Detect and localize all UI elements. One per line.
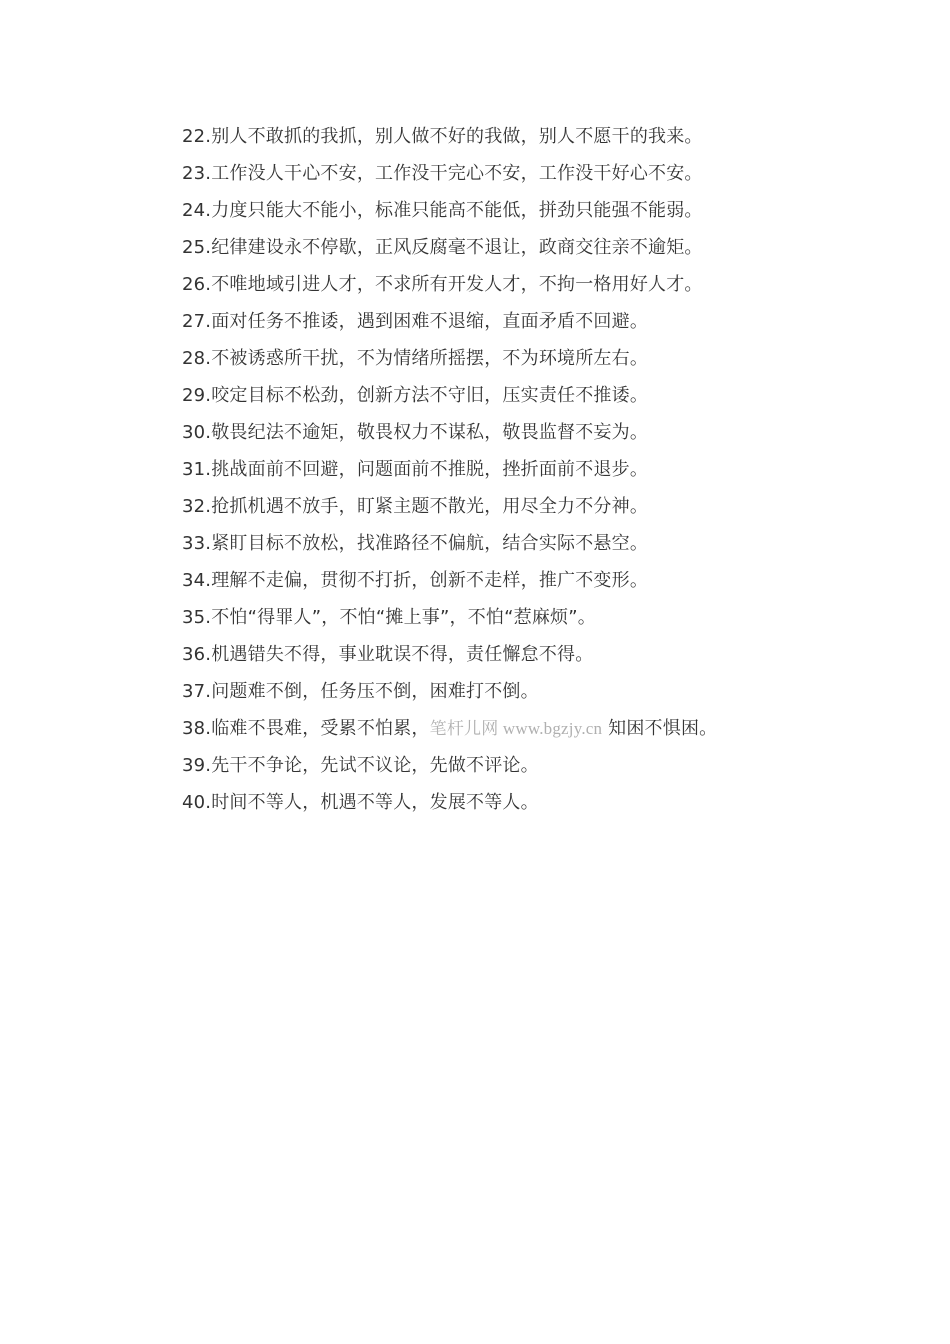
list-item: 39.先干不争论，先试不议论，先做不评论。 bbox=[182, 755, 539, 776]
list-item: 24.力度只能大不能小，标准只能高不能低，拼劲只能强不能弱。 bbox=[182, 200, 703, 221]
list-item: 37.问题难不倒，任务压不倒，困难打不倒。 bbox=[182, 681, 539, 702]
list-item: 31.挑战面前不回避，问题面前不推脱，挫折面前不退步。 bbox=[182, 459, 649, 480]
list-item: 23.工作没人干心不安，工作没干完心不安，工作没干好心不安。 bbox=[182, 163, 703, 184]
list-item-38 bbox=[182, 715, 922, 752]
list-item: 40.时间不等人，机遇不等人，发展不等人。 bbox=[182, 792, 539, 813]
list-item: 27.面对任务不推诿，遇到困难不退缩，直面矛盾不回避。 bbox=[182, 311, 649, 332]
list-item: 30.敬畏纪法不逾矩，敬畏权力不谋私，敬畏监督不妄为。 bbox=[182, 422, 649, 443]
slogan-list bbox=[182, 123, 922, 826]
list-item: 26.不唯地域引进人才，不求所有开发人才，不拘一格用好人才。 bbox=[182, 274, 703, 295]
line-38-text-start: 38.临难不畏难，受累不怕累， bbox=[182, 718, 430, 739]
list-item: 22.别人不敢抓的我抓，别人做不好的我做，别人不愿干的我来。 bbox=[182, 126, 703, 147]
list-item: 34.理解不走偏，贯彻不打折，创新不走样，推广不变形。 bbox=[182, 570, 649, 591]
list-item: 25.纪律建设永不停歇，正风反腐毫不退让，政商交往亲不逾矩。 bbox=[182, 237, 703, 258]
list-item: 28.不被诱惑所干扰，不为情绪所摇摆，不为环境所左右。 bbox=[182, 348, 649, 369]
list-item: 32.抢抓机遇不放手，盯紧主题不散光，用尽全力不分神。 bbox=[182, 496, 649, 517]
watermark-text: 笔杆儿网 www.bgzjy.cn bbox=[429, 719, 603, 738]
list-item: 36.机遇错失不得，事业耽误不得，责任懈怠不得。 bbox=[182, 644, 594, 665]
list-item: 29.咬定目标不松劲，创新方法不守旧，压实责任不推诿。 bbox=[182, 385, 649, 406]
line-38-text-end: 知困不惧困。 bbox=[602, 718, 718, 739]
list-item: 35.不怕“得罪人”，不怕“摊上事”，不怕“惹麻烦”。 bbox=[182, 607, 596, 628]
list-item: 33.紧盯目标不放松，找准路径不偏航，结合实际不悬空。 bbox=[182, 533, 649, 554]
